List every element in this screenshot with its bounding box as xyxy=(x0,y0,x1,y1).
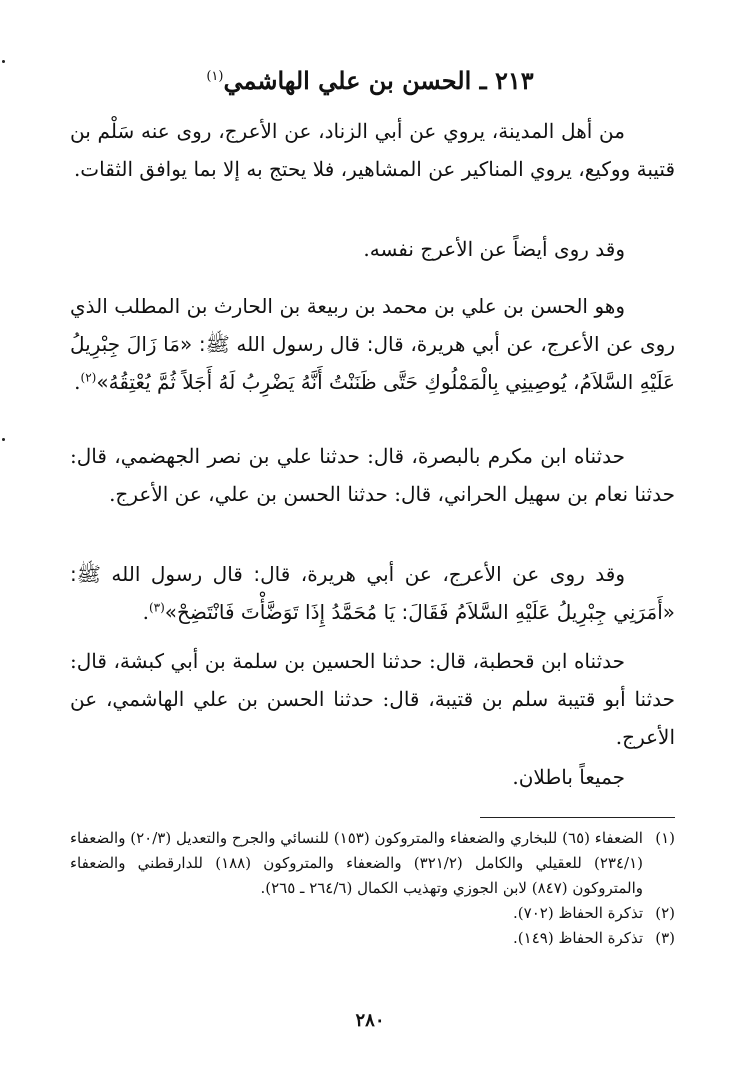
entry-separator: ـ xyxy=(479,66,487,95)
footnote-divider xyxy=(480,817,675,818)
footnotes xyxy=(70,826,675,951)
paragraph-text: حدثناه ابن مكرم بالبصرة، قال: حدثنا علي بن نصر الجهضمي، قال: حدثنا نعام بن سهيل الحراني، قال: حدثنا الحسن بن علي، عن الأعرج. xyxy=(70,444,675,506)
heading-footnote-ref: (١) xyxy=(206,69,224,84)
scan-edge-mark xyxy=(2,60,5,63)
footnote-text: تذكرة الحفاظ (٧٠٢). xyxy=(513,904,643,922)
paragraph-text: حدثناه ابن قحطبة، قال: حدثنا الحسين بن سلمة بن أبي كبشة، قال: حدثنا أبو قتيبة سلم بن قتيبة، قال: حدثنا الحسن بن علي الهاشمي، عن الأعرج. xyxy=(70,649,675,749)
entry-number: ٢١٣ xyxy=(495,66,534,95)
footnote-text: تذكرة الحفاظ (١٤٩). xyxy=(513,929,643,947)
footnote-number: (٣) xyxy=(655,929,675,947)
paragraph-5 xyxy=(70,555,675,631)
entry-name: الحسن بن علي الهاشمي xyxy=(223,66,472,95)
paragraph-6 xyxy=(70,642,675,756)
footnote-ref: (٢) xyxy=(80,370,97,385)
paragraph-text: وقد روى أيضاً عن الأعرج نفسه. xyxy=(363,237,625,261)
sentence-end: . xyxy=(74,370,81,394)
paragraph-4 xyxy=(70,437,675,513)
paragraph-2 xyxy=(70,230,675,268)
paragraph-1 xyxy=(70,112,675,188)
paragraph-3 xyxy=(70,287,675,401)
page-number: ٢٨٠ xyxy=(355,1010,385,1031)
entry-heading xyxy=(40,66,700,106)
paragraph-7 xyxy=(70,758,675,796)
paragraph-text: جميعاً باطلان. xyxy=(512,765,625,789)
scan-edge-mark xyxy=(2,438,5,441)
footnote-item xyxy=(70,826,675,901)
paragraph-text: من أهل المدينة، يروي عن أبي الزناد، عن الأعرج، روى عنه سَلْم بن قتيبة ووكيع، يروي المناكير عن المشاهير، فلا يحتج به إلا بما يوافق الثقات. xyxy=(70,119,675,181)
footnote-item xyxy=(70,926,675,951)
sentence-end: . xyxy=(142,600,149,624)
footnote-ref: (٣) xyxy=(148,600,165,615)
footnote-text: الضعفاء (٦٥) للبخاري والضعفاء والمتروكون (١٥٣) للنسائي والجرح والتعديل (٢٠/٣) والضعفاء (٢٣٤/١) للعقيلي والكامل (٣٢١/٢) والضعفاء والمتروكون (١٨٨) للدارقطني والضعفاء والمتروكون (٨٤٧) لابن الجوزي وتهذيب الكمال (٢٦٤/٦ ـ ٢٦٥). xyxy=(70,829,644,897)
paragraph-text: وقد روى عن الأعرج، عن أبي هريرة، قال: قال رسول الله ﷺ: «أَمَرَنِي جِبْرِيلُ عَلَيْهِ السَّلاَمُ فَقَالَ: يَا مُحَمَّدُ إِذَا تَوَضَّأْتَ فَانْتَضِحْ» xyxy=(70,562,675,624)
footnote-item xyxy=(70,901,675,926)
paragraph-text: وهو الحسن بن علي بن محمد بن ربيعة بن الحارث بن المطلب الذي روى عن الأعرج، عن أبي هريرة، قال: قال رسول الله ﷺ: «مَا زَالَ جِبْرِيلُ عَلَيْهِ السَّلاَمُ، يُوصِينِي بِالْمَمْلُوكِ حَتَّى ظَنَنْتُ أَنَّهُ يَضْرِبُ لَهُ أَجَلاً ثُمَّ يُعْتِقُهُ» xyxy=(70,294,675,394)
footnote-number: (٢) xyxy=(655,904,675,922)
footnote-number: (١) xyxy=(655,829,675,847)
